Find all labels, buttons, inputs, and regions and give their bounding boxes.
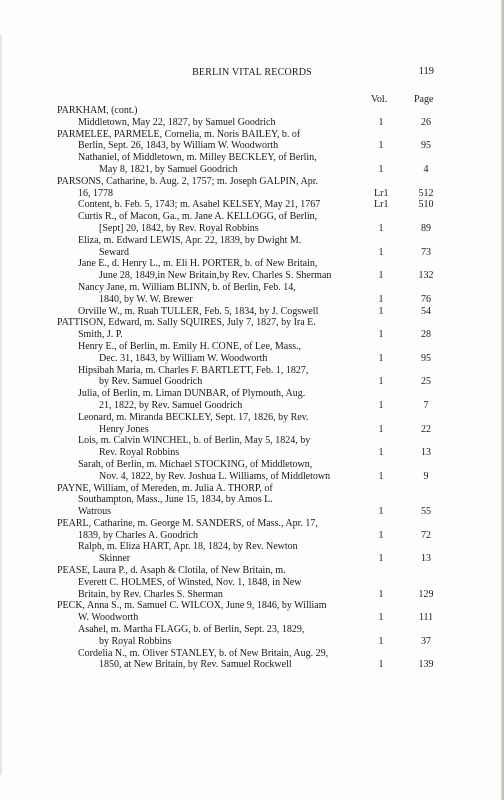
record-text [0,282,378,306]
record-line: Watrous [78,506,112,518]
record-line: Middletown, May 22, 1827, by Samuel Goodrich [78,116,276,128]
record-page: 95 [421,352,431,364]
record-page: 54 [421,305,431,317]
record-volume: 1 [378,506,384,518]
record-page: 13 [421,447,431,459]
record-line: Sarah, of Berlin, m. Michael STOCKING, of Middletown, [78,458,313,470]
record-text [0,412,378,436]
record-page: 37 [421,635,431,647]
record-volume: 1 [378,163,384,175]
record-entry [0,459,504,483]
column-header-page: Page [414,94,434,105]
record-line: Jane E., d. Henry L., m. Eli H. PORTER, b. of New Britain, [78,258,318,270]
record-volume: 1 [378,635,384,647]
record-volume: 1 [378,270,384,282]
record-text [0,199,378,211]
record-page: 73 [421,246,431,258]
record-page: 111 [418,612,434,624]
record-page: 25 [421,376,431,388]
column-header-vol: Vol. [371,94,388,105]
record-line: 16, 1778 [78,187,113,199]
record-line: Ralph, m. Eliza HART, Apr. 18, 1824, by Rev. Newton [78,541,298,553]
record-entry [0,600,504,624]
record-text [0,117,378,129]
record-text [0,648,378,672]
record-line: PEARL, Catharine, m. George M. SANDERS, of Mass., Apr. 17, [57,517,318,529]
record-line: Berlin, Sept. 26, 1843, by William W. Woodworth [78,140,279,152]
record-entry [0,388,504,412]
record-line: Smith, J. P. [78,329,123,341]
record-line: Cordelia N., m. Oliver STANLEY, b. of New Britain, Aug. 29, [78,647,329,659]
record-text [0,105,357,117]
record-line: [Sept] 20, 1842, by Rev. Royal Robbins [99,222,259,234]
record-line: PEASE, Laura P., d. Asaph & Clotila, of New Britain, m. [57,565,286,577]
record-line: W. Woodworth [78,612,139,624]
record-volume: 1 [378,553,384,565]
record-text [0,317,357,341]
record-entry [0,541,504,565]
record-text [0,624,378,648]
record-line: May 8, 1821, by Samuel Goodrich [99,163,238,175]
record-entry [0,105,504,117]
record-line: Seward [99,246,129,258]
record-text [0,518,357,542]
record-entry [0,483,504,518]
record-entry [0,199,504,211]
record-text [0,388,378,412]
record-line: Eliza, m. Edward LEWIS, Apr. 22, 1839, by Dwight M. [78,234,302,246]
record-page: 13 [421,553,431,565]
record-volume: 1 [378,376,384,388]
record-entry [0,624,504,648]
record-text [0,258,378,282]
record-line: Dec. 31, 1843, by William W. Woodworth [99,352,268,364]
record-line: Nov. 4, 1822, by Rev. Joshua L. Williams, of Middletown [99,470,331,482]
record-text [0,306,378,318]
record-line: PATTISON, Edward, m. Sally SQUIRES, July 7, 1827, by Ira E. [57,317,316,329]
record-entry [0,211,504,235]
record-entry [0,306,504,318]
record-list [0,105,504,671]
record-line: Southampton, Mass., June 15, 1834, by Amos L. [78,494,273,506]
record-page: 510 [418,199,434,211]
record-entry [0,365,504,389]
record-entry [0,282,504,306]
record-entry [0,648,504,672]
running-header: BERLIN VITAL RECORDS [192,67,312,78]
record-line: by Royal Robbins [99,635,172,647]
record-line: 1839, by Charles A. Goodrich [78,529,198,541]
record-entry [0,435,504,459]
record-line: PARMELEE, PARMELE, Cornelia, m. Noris BAILEY, b. of [57,128,301,140]
record-line: Julia, of Berlin, m. Liman DUNBAR, of Plymouth, Aug. [78,388,306,400]
record-page: 95 [421,140,431,152]
record-volume: Lr1 [374,199,389,211]
record-line: Curtis R., of Macon, Ga., m. Jane A. KELLOGG, of Berlin, [78,211,318,223]
record-volume: 1 [378,293,384,305]
record-page: 26 [421,116,431,128]
record-line: Orville W., m. Ruah TULLER, Feb. 5, 1834, by J. Cogswell [78,305,319,317]
record-text [0,541,378,565]
record-entry [0,565,504,600]
record-entry [0,258,504,282]
record-page: 28 [421,329,431,341]
record-page: 22 [421,423,431,435]
record-text [0,129,357,153]
record-line: 21, 1822, by Rev. Samuel Goodrich [99,399,243,411]
record-line: Lois, m. Calvin WINCHEL, b. of Berlin, May 5, 1824, by [78,435,311,447]
record-text [0,152,378,176]
record-page: 7 [423,399,429,411]
record-page: 512 [418,187,434,199]
record-line: 1850, at New Britain, by Rev. Samuel Rockwell [99,659,292,671]
record-text [0,600,357,624]
record-text [0,483,357,518]
record-text [0,435,378,459]
record-line: Nancy Jane, m. William BLINN, b. of Berlin, Feb. 14, [78,281,296,293]
record-volume: 1 [378,588,384,600]
record-text [0,176,357,200]
record-line: Nathaniel, of Middletown, m. Milley BECKLEY, of Berlin, [78,152,317,164]
record-entry [0,317,504,341]
record-line: Henry Jones [99,423,149,435]
record-volume: 1 [378,447,384,459]
record-volume: Lr1 [374,187,389,199]
record-entry [0,117,504,129]
record-page: 76 [421,293,431,305]
record-line: PARKHAM, (cont.) [57,105,138,116]
record-volume: 1 [378,612,384,624]
record-page: 129 [418,588,434,600]
record-line: PAYNE, William, of Mereden, m. Julia A. THORP, of [57,482,273,494]
record-volume: 1 [378,423,384,435]
record-volume: 1 [378,222,384,234]
record-text [0,211,378,235]
record-volume: 1 [378,329,384,341]
page-number: 119 [418,66,434,77]
record-line: PARSONS, Catharine, b. Aug. 2, 1757; m. Joseph GALPIN, Apr. [57,175,319,187]
record-volume: 1 [378,399,384,411]
record-volume: 1 [378,352,384,364]
record-volume: 1 [378,246,384,258]
record-volume: 1 [378,140,384,152]
record-line: Hipsibah Maria, m. Charles F. BARTLETT, Feb. 1, 1827, [78,364,309,376]
record-line: by Rev. Samuel Goodrich [99,376,203,388]
record-page: 72 [421,529,431,541]
record-page: 139 [418,659,434,671]
record-text [0,565,357,600]
record-page: 55 [421,506,431,518]
record-entry [0,341,504,365]
record-page: 9 [423,470,429,482]
record-line: Asahel, m. Martha FLAGG, b. of Berlin, Sept. 23, 1829, [78,624,305,636]
record-volume: 1 [378,305,384,317]
record-line: Everett C. HOLMES, of Winsted, Nov. 1, 1848, in New [78,576,302,588]
record-entry [0,152,504,176]
record-line: Content, b. Feb. 5, 1743; m. Asahel KELSEY, May 21, 1767 [78,199,321,211]
record-line: Britain, by Rev. Charles S. Sherman [78,588,223,600]
record-volume: 1 [378,470,384,482]
record-line: Leonard, m. Miranda BECKLEY, Sept. 17, 1826, by Rev. [78,411,309,423]
record-text [0,341,378,365]
record-entry [0,412,504,436]
record-text [0,365,378,389]
record-page: 4 [423,163,429,175]
record-text [0,235,378,259]
record-volume: 1 [378,529,384,541]
record-line: Skinner [99,553,131,565]
record-line: Rev. Royal Robbins [99,447,180,459]
record-volume: 1 [378,659,384,671]
record-entry [0,235,504,259]
record-page: 89 [421,222,431,234]
record-text [0,459,378,483]
record-entry [0,129,504,153]
record-entry [0,176,504,200]
record-line: 1840, by W. W. Brewer [99,293,193,305]
record-line: June 28, 1849,in New Britain,by Rev. Charles S. Sherman [99,270,332,282]
record-page: 132 [418,270,434,282]
record-volume: 1 [378,116,384,128]
record-entry [0,518,504,542]
record-line: PECK, Anna S., m. Samuel C. WILCOX, June 9, 1846, by William [57,600,327,612]
record-line: Henry E., of Berlin, m. Emily H. CONE, of Lee, Mass., [78,340,302,352]
